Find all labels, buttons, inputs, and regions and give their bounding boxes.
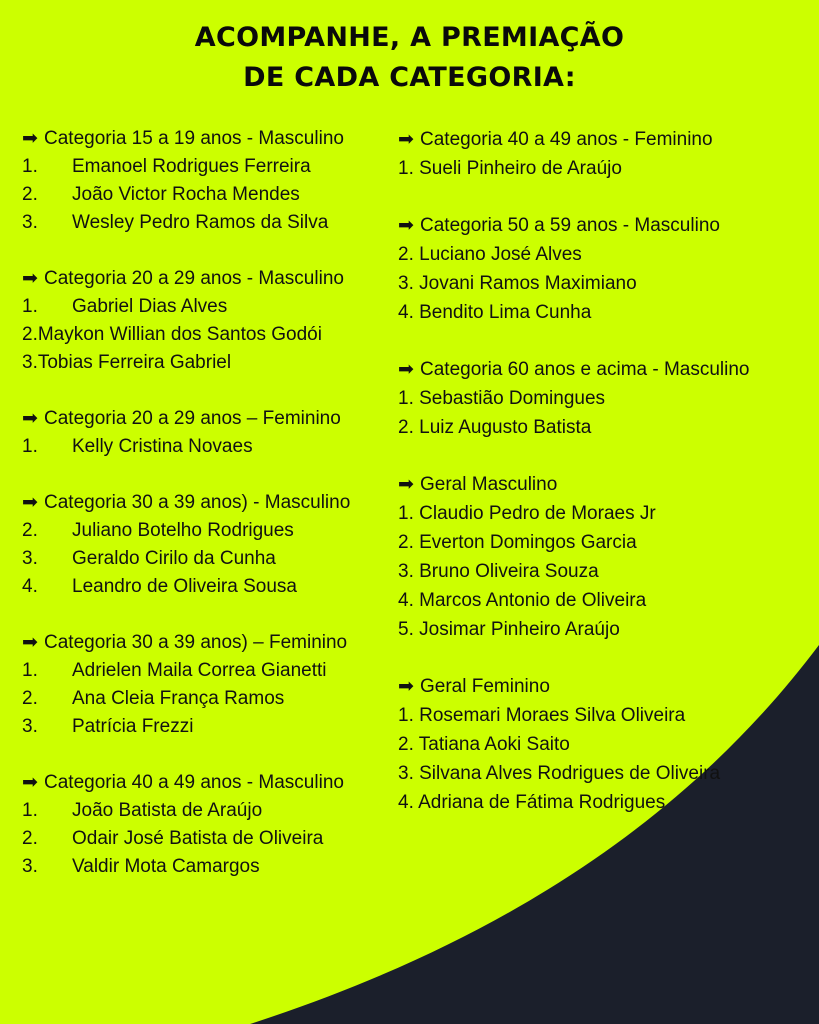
arrow-right-icon: ➡	[398, 129, 414, 150]
list-item: 3. Valdir Mota Camargos	[22, 856, 260, 877]
list-item: 2. Odair José Batista de Oliveira	[22, 828, 324, 849]
list-item: 5. Josimar Pinheiro Araújo	[398, 619, 620, 640]
title-line-1: ACOMPANHE, A PREMIAÇÃO	[194, 22, 625, 53]
category-block	[398, 125, 813, 183]
list-item: 2. Juliano Botelho Rodrigues	[22, 520, 294, 541]
list-item: 2. Ana Cleia França Ramos	[22, 688, 285, 709]
category-block	[22, 265, 392, 377]
arrow-right-icon: ➡	[22, 492, 38, 513]
category-heading: ➡ Categoria 50 a 59 anos - Masculino	[398, 211, 813, 240]
list-item: 1. Adrielen Maila Correa Gianetti	[22, 660, 327, 681]
category-heading: ➡ Categoria 15 a 19 anos - Masculino	[22, 125, 392, 153]
list-item: 1. Emanoel Rodrigues Ferreira	[22, 156, 311, 177]
arrow-right-icon: ➡	[398, 676, 414, 697]
arrow-right-icon: ➡	[22, 268, 38, 289]
category-heading: ➡ Categoria 40 a 49 anos - Masculino	[22, 769, 392, 797]
list-item: 2. Luciano José Alves	[398, 244, 582, 265]
list-item: 2. Tatiana Aoki Saito	[398, 734, 570, 755]
category-block	[398, 470, 813, 644]
list-item: 3. Bruno Oliveira Souza	[398, 561, 599, 582]
title-line-2: DE CADA CATEGORIA:	[243, 62, 576, 93]
arrow-right-icon: ➡	[398, 359, 414, 380]
category-heading: ➡ Categoria 30 a 39 anos) – Feminino	[22, 629, 392, 657]
list-item: 1. Rosemari Moraes Silva Oliveira	[398, 705, 686, 726]
arrow-right-icon: ➡	[398, 215, 414, 236]
list-item: 3. Wesley Pedro Ramos da Silva	[22, 212, 329, 233]
category-heading: ➡ Categoria 30 a 39 anos) - Masculino	[22, 489, 392, 517]
arrow-right-icon: ➡	[22, 408, 38, 429]
category-heading: ➡ Categoria 20 a 29 anos - Masculino	[22, 265, 392, 293]
list-item: 2.Maykon Willian dos Santos Godói	[22, 324, 322, 345]
category-block	[398, 355, 813, 442]
category-block	[398, 211, 813, 327]
list-item: 3. Patrícia Frezzi	[22, 716, 194, 737]
list-item: 4. Leandro de Oliveira Sousa	[22, 576, 297, 597]
left-column	[22, 125, 392, 909]
list-item: 1. Claudio Pedro de Moraes Jr	[398, 503, 656, 524]
category-heading: ➡ Categoria 40 a 49 anos - Feminino	[398, 125, 813, 154]
list-item: 2. Luiz Augusto Batista	[398, 417, 592, 438]
right-column	[398, 125, 813, 845]
category-block	[22, 489, 392, 601]
category-heading: ➡ Categoria 20 a 29 anos – Feminino	[22, 405, 392, 433]
list-item: 1. Sebastião Domingues	[398, 388, 606, 409]
list-item: 4. Marcos Antonio de Oliveira	[398, 590, 647, 611]
list-item: 3. Silvana Alves Rodrigues de Oliveira	[398, 763, 721, 784]
list-item: 1. Sueli Pinheiro de Araújo	[398, 158, 622, 179]
list-item: 3. Jovani Ramos Maximiano	[398, 273, 637, 294]
list-item: 2. João Victor Rocha Mendes	[22, 184, 300, 205]
page-title	[0, 18, 819, 98]
category-heading: ➡ Geral Masculino	[398, 470, 813, 499]
list-item: 1. Kelly Cristina Novaes	[22, 436, 253, 457]
category-block	[398, 672, 813, 817]
category-heading: ➡ Geral Feminino	[398, 672, 813, 701]
list-item: 1. Gabriel Dias Alves	[22, 296, 228, 317]
category-block	[22, 629, 392, 741]
category-block	[22, 769, 392, 881]
arrow-right-icon: ➡	[22, 128, 38, 149]
arrow-right-icon: ➡	[398, 474, 414, 495]
category-block	[22, 125, 392, 237]
list-item: 4. Adriana de Fátima Rodrigues	[398, 792, 666, 813]
category-block	[22, 405, 392, 461]
list-item: 1. João Batista de Araújo	[22, 800, 263, 821]
arrow-right-icon: ➡	[22, 772, 38, 793]
list-item: 4. Bendito Lima Cunha	[398, 302, 592, 323]
category-heading: ➡ Categoria 60 anos e acima - Masculino	[398, 355, 813, 384]
list-item: 3.Tobias Ferreira Gabriel	[22, 352, 232, 373]
arrow-right-icon: ➡	[22, 632, 38, 653]
list-item: 3. Geraldo Cirilo da Cunha	[22, 548, 276, 569]
list-item: 2. Everton Domingos Garcia	[398, 532, 637, 553]
